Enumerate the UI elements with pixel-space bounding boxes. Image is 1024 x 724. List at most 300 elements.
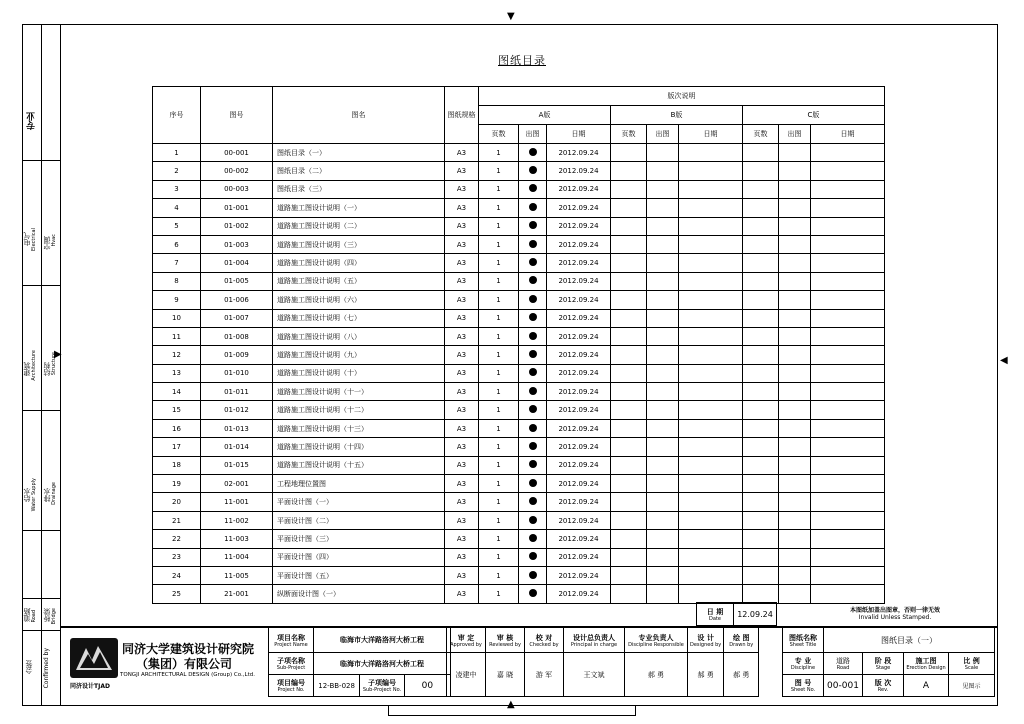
company-name-en: TONGJI ARCHITECTURAL DESIGN (Group) Co.,Ltd. [120,672,255,678]
cell-empty [647,419,679,437]
cell-empty [779,383,811,401]
discipline-label: 专 业 [794,657,812,665]
cell-empty [811,180,885,198]
cell-size: A3 [445,144,479,162]
cell-drawing-name: 道路施工图设计说明（四） [273,254,445,272]
cell-drawing-no: 01-004 [201,254,273,272]
sub-project-value: 临海市大洋路洛河大桥工程 [314,653,451,675]
stamp-note-en: Invalid Unless Stamped. [858,614,932,621]
bottom-center-marker: ▲ [507,699,515,710]
cell-empty [779,456,811,474]
sub-pages-header: 页数 [743,125,779,144]
sub-issued-header: 出图 [519,125,547,144]
side-label-confirm-cn: 会签 [25,660,33,674]
cell-drawing-no: 11-004 [201,548,273,566]
side-label-road-en: Road [31,610,37,623]
cell-drawing-no: 01-011 [201,383,273,401]
issued-dot-icon [529,516,537,524]
cell-empty [647,530,679,548]
cell-size: A3 [445,180,479,198]
cell-empty [647,162,679,180]
cell-seq: 3 [153,180,201,198]
table-row [153,217,885,235]
cell-issued [519,291,547,309]
cell-date: 2012.09.24 [547,401,611,419]
cell-empty [743,235,779,253]
sheet-title-value: 图纸目录（一） [824,628,995,653]
date-value: 12.09.24 [734,603,777,626]
cell-drawing-name: 道路施工图设计说明（一） [273,199,445,217]
cell-empty [647,199,679,217]
cell-date: 2012.09.24 [547,364,611,382]
cell-empty [679,254,743,272]
cell-seq: 1 [153,144,201,162]
page-title: 图纸目录 [498,54,546,67]
project-name-label-en: Project Name [274,641,308,648]
cell-empty [811,566,885,584]
cell-empty [743,346,779,364]
cell-empty [679,291,743,309]
issued-dot-icon [529,552,537,560]
rev-value: A [904,675,949,697]
cell-empty [679,401,743,419]
sub-issued-header: 出图 [647,125,679,144]
cell-issued [519,162,547,180]
cell-empty [647,493,679,511]
table-row [153,327,885,345]
cell-pages: 1 [479,235,519,253]
cell-issued [519,235,547,253]
cell-empty [811,346,885,364]
cell-seq: 9 [153,291,201,309]
cell-pages: 1 [479,419,519,437]
cell-seq: 6 [153,235,201,253]
cell-pages: 1 [479,309,519,327]
cell-drawing-no: 01-013 [201,419,273,437]
cell-pages: 1 [479,383,519,401]
project-info-block [268,627,451,697]
cell-empty [611,456,647,474]
cell-drawing-no: 01-007 [201,309,273,327]
cell-empty [811,511,885,529]
cell-empty [743,419,779,437]
cell-size: A3 [445,456,479,474]
cell-empty [647,511,679,529]
cell-empty [611,511,647,529]
cell-empty [743,530,779,548]
cell-pages: 1 [479,162,519,180]
cell-date: 2012.09.24 [547,383,611,401]
discipline-resp-label-en: Discipline Responsible [628,641,684,648]
sub-date-header: 日期 [679,125,743,144]
cell-empty [779,401,811,419]
table-row [153,493,885,511]
cell-empty [779,585,811,603]
cell-issued [519,346,547,364]
cell-drawing-name: 平面设计图（三） [273,530,445,548]
issued-dot-icon [529,350,537,358]
cell-drawing-name: 道路施工图设计说明（八） [273,327,445,345]
version-desc-header: 版次说明 [479,87,885,106]
cell-size: A3 [445,383,479,401]
cell-pages: 1 [479,493,519,511]
drawn-signature: 郝 勇 [724,653,759,697]
table-row [153,180,885,198]
cell-seq: 11 [153,327,201,345]
cell-pages: 1 [479,346,519,364]
table-row [153,456,885,474]
cell-empty [679,217,743,235]
cell-issued [519,272,547,290]
project-no-value: 12-BB-028 [314,675,360,697]
cell-empty [811,217,885,235]
sub-no-value: 00 [404,675,450,697]
discipline-value-en: Road [836,665,850,671]
cell-pages: 1 [479,144,519,162]
cell-empty [779,199,811,217]
cell-pages: 1 [479,272,519,290]
stage-value: 施工图 [915,657,937,665]
cell-empty [743,327,779,345]
cell-empty [647,327,679,345]
issued-dot-icon [529,571,537,579]
cell-date: 2012.09.24 [547,162,611,180]
right-center-marker: ◀ [1000,355,1008,366]
signatures-block [446,627,759,697]
cell-empty [743,566,779,584]
cell-drawing-no: 00-003 [201,180,273,198]
cell-empty [679,327,743,345]
cell-drawing-no: 02-001 [201,475,273,493]
sub-project-label: 子项名称 [277,657,305,665]
checked-label: 校 对 [535,633,553,642]
cell-drawing-name: 道路施工图设计说明（十五） [273,456,445,474]
cell-empty [743,309,779,327]
cell-size: A3 [445,364,479,382]
top-center-marker: ▼ [507,11,515,22]
date-label-cn: 日 期 [706,607,724,616]
cell-seq: 17 [153,438,201,456]
cell-date: 2012.09.24 [547,144,611,162]
issued-dot-icon [529,534,537,542]
cell-drawing-no: 01-005 [201,272,273,290]
cell-drawing-no: 21-001 [201,585,273,603]
cell-date: 2012.09.24 [547,585,611,603]
cell-empty [743,291,779,309]
cell-drawing-name: 工程地理位置图 [273,475,445,493]
date-label-en: Date [709,615,721,622]
issued-dot-icon [529,295,537,303]
table-row [153,419,885,437]
col-seq-header: 序号 [153,87,201,144]
cell-empty [679,585,743,603]
cell-drawing-no: 01-006 [201,291,273,309]
cell-date: 2012.09.24 [547,309,611,327]
cell-drawing-no: 11-005 [201,566,273,584]
sheet-no-label: 图 号 [794,679,812,687]
cell-issued [519,530,547,548]
issued-dot-icon [529,405,537,413]
project-no-label: 项目编号 [277,679,305,687]
issued-dot-icon [529,368,537,376]
cell-empty [647,272,679,290]
cell-date: 2012.09.24 [547,511,611,529]
cell-size: A3 [445,235,479,253]
cell-date: 2012.09.24 [547,254,611,272]
cell-date: 2012.09.24 [547,272,611,290]
cell-empty [779,530,811,548]
cell-date: 2012.09.24 [547,346,611,364]
rev-label-en: Rev. [877,687,889,693]
cell-empty [779,493,811,511]
cell-drawing-no: 01-001 [201,199,273,217]
side-label-drain-cn: 排水 [43,488,51,502]
cell-empty [611,327,647,345]
cell-empty [811,401,885,419]
sub-pages-header: 页数 [611,125,647,144]
cell-seq: 20 [153,493,201,511]
cell-issued [519,401,547,419]
cell-empty [743,217,779,235]
cell-seq: 25 [153,585,201,603]
cell-empty [611,162,647,180]
cell-empty [679,493,743,511]
checked-signature: 游 军 [525,653,564,697]
sheet-no-value: 00-001 [824,675,863,697]
cell-empty [679,199,743,217]
cell-empty [611,144,647,162]
cell-empty [611,199,647,217]
cell-drawing-name: 道路施工图设计说明（十四） [273,438,445,456]
bottom-ruler [388,706,636,716]
sub-issued-header: 出图 [779,125,811,144]
side-divider [22,160,60,161]
cell-seq: 8 [153,272,201,290]
side-label-water-en: Water Supply [31,478,37,512]
side-label-electrical-cn: 电气 [23,232,31,246]
cell-pages: 1 [479,217,519,235]
approved-label-en: Approved by [450,641,482,648]
cell-empty [811,162,885,180]
issued-dot-icon [529,313,537,321]
cell-issued [519,199,547,217]
cell-issued [519,438,547,456]
side-label-major: 专业 [27,112,37,130]
cell-empty [647,217,679,235]
cell-empty [779,511,811,529]
cell-empty [611,438,647,456]
cell-empty [647,180,679,198]
cell-empty [779,346,811,364]
cell-size: A3 [445,162,479,180]
cell-drawing-name: 道路施工图设计说明（十三） [273,419,445,437]
cell-size: A3 [445,511,479,529]
cell-size: A3 [445,493,479,511]
cell-pages: 1 [479,180,519,198]
cell-issued [519,383,547,401]
cell-drawing-name: 图纸目录（三） [273,180,445,198]
principal-label: 设计总负责人 [573,633,615,642]
cell-empty [743,585,779,603]
cell-seq: 13 [153,364,201,382]
cell-size: A3 [445,530,479,548]
issued-dot-icon [529,387,537,395]
stage-label-en: Stage [875,665,891,671]
cell-drawing-name: 道路施工图设计说明（九） [273,346,445,364]
side-label-struct-en: Structure [51,352,57,376]
cell-empty [679,475,743,493]
cell-issued [519,511,547,529]
cell-empty [811,475,885,493]
cell-empty [743,272,779,290]
cell-pages: 1 [479,291,519,309]
discipline-resp-label: 专业负责人 [638,633,674,642]
cell-empty [743,511,779,529]
cell-empty [743,401,779,419]
cell-empty [679,419,743,437]
company-name-line2: （集团）有限公司 [136,657,233,671]
side-label-arch-en: Architecture [31,350,37,381]
table-row [153,511,885,529]
cell-drawing-name: 道路施工图设计说明（三） [273,235,445,253]
cell-empty [779,419,811,437]
checked-label-en: Checked by [529,641,559,648]
sheet-title-label: 图纸名称 [789,633,817,642]
cell-size: A3 [445,401,479,419]
table-row [153,254,885,272]
issued-dot-icon [529,332,537,340]
cell-drawing-no: 11-002 [201,511,273,529]
cell-seq: 18 [153,456,201,474]
cell-date: 2012.09.24 [547,199,611,217]
sub-project-label-en: Sub-Project [276,665,306,671]
cell-empty [679,180,743,198]
side-label-struct-cn: 结构 [43,362,51,376]
cell-empty [779,162,811,180]
drawn-label-en: Drawn by [729,641,754,648]
left-center-marker: ▶ [54,349,62,360]
cell-seq: 21 [153,511,201,529]
cell-empty [811,456,885,474]
cell-seq: 16 [153,419,201,437]
col-drawing-name-header: 图名 [273,87,445,144]
side-label-electrical-en: Electrical [31,228,37,251]
cell-empty [679,346,743,364]
cell-pages: 1 [479,254,519,272]
issued-dot-icon [529,148,537,156]
cell-pages: 1 [479,511,519,529]
cell-date: 2012.09.24 [547,566,611,584]
side-label-hvac-cn: 空调 [43,236,51,250]
stamp-note [792,605,998,621]
cell-seq: 24 [153,566,201,584]
cell-seq: 10 [153,309,201,327]
cell-empty [611,364,647,382]
cell-empty [611,272,647,290]
cell-empty [679,235,743,253]
side-divider [22,410,60,411]
cell-seq: 19 [153,475,201,493]
cell-empty [811,585,885,603]
sheet-no-label-en: Sheet No. [790,687,816,693]
cell-issued [519,309,547,327]
cell-pages: 1 [479,475,519,493]
side-divider [22,630,60,631]
cell-empty [811,419,885,437]
cell-empty [611,419,647,437]
cell-empty [779,475,811,493]
side-divider [22,285,60,286]
logo-text: 同济设计TJAD [70,683,110,690]
cell-empty [679,438,743,456]
cell-empty [611,530,647,548]
cell-size: A3 [445,548,479,566]
sub-pages-header: 页数 [479,125,519,144]
cell-empty [779,180,811,198]
cell-drawing-name: 图纸目录（二） [273,162,445,180]
reviewed-label-en: Reviewed by [489,641,521,648]
cell-drawing-name: 道路施工图设计说明（十一） [273,383,445,401]
cell-empty [811,254,885,272]
cell-empty [647,566,679,584]
cell-drawing-name: 平面设计图（四） [273,548,445,566]
col-size-header: 图纸规格 [445,87,479,144]
side-label-confirm-en: Confirmed by [43,648,50,689]
cell-drawing-name: 平面设计图（一） [273,493,445,511]
cell-issued [519,364,547,382]
cell-empty [611,254,647,272]
table-row [153,364,885,382]
logo-mark-icon [70,638,118,678]
cell-size: A3 [445,419,479,437]
cell-issued [519,144,547,162]
scale-value: 见图示 [949,675,995,697]
table-row [153,309,885,327]
cell-empty [811,309,885,327]
issued-dot-icon [529,258,537,266]
cell-size: A3 [445,346,479,364]
cell-date: 2012.09.24 [547,327,611,345]
cell-empty [779,309,811,327]
issued-dot-icon [529,460,537,468]
cell-empty [647,401,679,419]
cell-pages: 1 [479,327,519,345]
issued-dot-icon [529,479,537,487]
cell-size: A3 [445,327,479,345]
cell-size: A3 [445,309,479,327]
cell-empty [811,383,885,401]
cell-seq: 12 [153,346,201,364]
cell-pages: 1 [479,566,519,584]
sheet-title-label-en: Sheet Title [789,641,817,648]
reviewed-signature: 嘉 晓 [486,653,525,697]
cell-size: A3 [445,272,479,290]
table-row [153,548,885,566]
cell-date: 2012.09.24 [547,438,611,456]
issued-dot-icon [529,240,537,248]
sheet-info-block [782,627,995,697]
cell-seq: 7 [153,254,201,272]
cell-pages: 1 [479,456,519,474]
table-row [153,383,885,401]
cell-empty [679,530,743,548]
cell-empty [779,144,811,162]
cell-empty [743,383,779,401]
principal-signature: 王文斌 [564,653,625,697]
side-divider [22,530,60,531]
designed-label-en: Designed by [690,641,722,648]
cell-empty [779,438,811,456]
